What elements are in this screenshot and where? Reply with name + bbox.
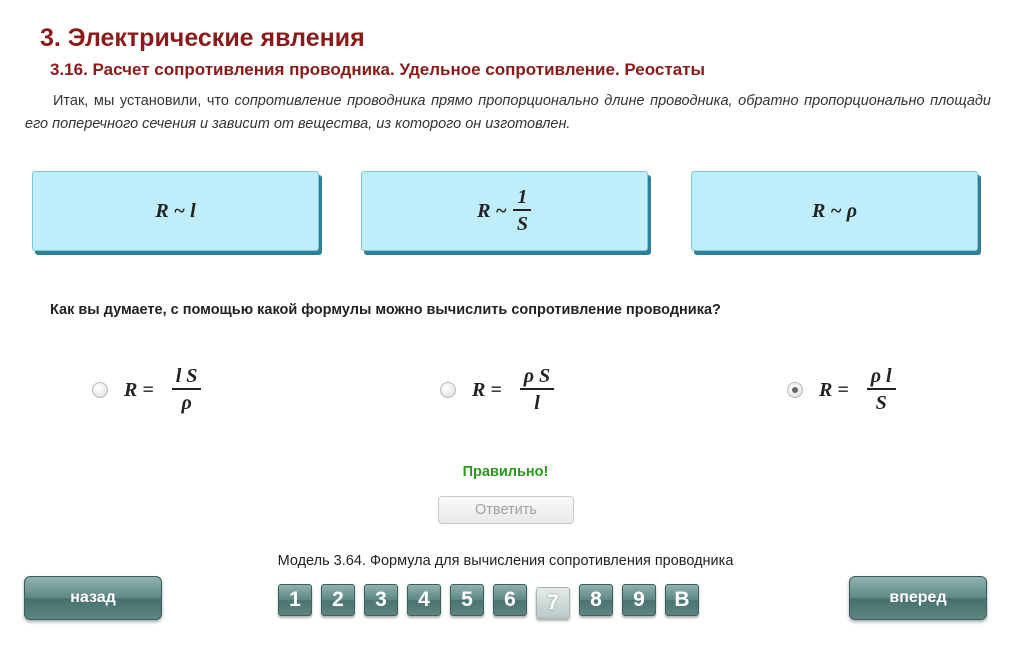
section-title: 3.16. Расчет сопротивления проводника. Удельное сопротивление. Реостаты — [50, 60, 705, 79]
fraction-denominator: l — [534, 392, 540, 414]
formula-text: R ~ ρ — [811, 199, 858, 222]
option-fraction — [172, 364, 202, 416]
page-button-8[interactable]: 8 — [579, 584, 613, 616]
page-button-5[interactable]: 5 — [450, 584, 484, 616]
model-caption: Модель 3.64. Формула для вычисления сопротивления проводника — [277, 553, 734, 569]
option-lhs: R = — [124, 378, 154, 401]
page-button-4[interactable]: 4 — [407, 584, 441, 616]
page-navigation — [278, 584, 699, 619]
fraction-numerator: ρ S — [520, 364, 554, 390]
back-button[interactable]: назад — [24, 576, 162, 620]
formula-card-substance — [691, 171, 978, 251]
formula-card-length — [32, 171, 319, 251]
page-button-6[interactable]: 6 — [493, 584, 527, 616]
fraction-denominator: ρ — [181, 392, 192, 414]
fraction-denominator: S — [875, 392, 887, 414]
answer-button[interactable]: Ответить — [438, 496, 574, 524]
fraction-numerator: l S — [172, 364, 202, 390]
page-button-1[interactable]: 1 — [278, 584, 312, 616]
formula-text: R ~ l — [155, 199, 196, 222]
fraction-numerator: ρ l — [867, 364, 896, 390]
option-lhs: R = — [819, 378, 849, 401]
page-button-7-current[interactable]: 7 — [536, 587, 570, 619]
fraction-denominator: S — [516, 213, 528, 235]
option-fraction — [867, 364, 896, 416]
intro-italic: сопротивление проводника прямо пропорционально длине проводника, обратно пропорционально площади его поперечного сечения и зависит от вещества, из которого он изготовлен. — [25, 93, 991, 132]
intro-lead: Итак, мы установили, что — [53, 93, 229, 109]
fraction-numerator: 1 — [513, 185, 531, 211]
feedback-message: Правильно! — [462, 464, 549, 480]
radio-button-selected[interactable] — [787, 382, 803, 398]
question-text: Как вы думаете, с помощью какой формулы можно вычислить сопротивление проводника? — [50, 302, 721, 318]
intro-paragraph — [25, 90, 991, 136]
page-button-9[interactable]: 9 — [622, 584, 656, 616]
option-lhs: R = — [472, 378, 502, 401]
answer-option-2[interactable] — [440, 360, 554, 420]
option-fraction — [520, 364, 554, 416]
answer-option-3[interactable] — [787, 360, 896, 420]
chapter-title: 3. Электрические явления — [40, 24, 365, 52]
formula-card-area — [361, 171, 648, 251]
page-button-2[interactable]: 2 — [321, 584, 355, 616]
radio-button[interactable] — [92, 382, 108, 398]
radio-button[interactable] — [440, 382, 456, 398]
page-button-v[interactable]: В — [665, 584, 699, 616]
formula-lhs: R ~ — [477, 199, 507, 222]
next-button[interactable]: вперед — [849, 576, 987, 620]
formula-fraction — [513, 185, 532, 237]
page-button-3[interactable]: 3 — [364, 584, 398, 616]
answer-option-1[interactable] — [92, 360, 201, 420]
